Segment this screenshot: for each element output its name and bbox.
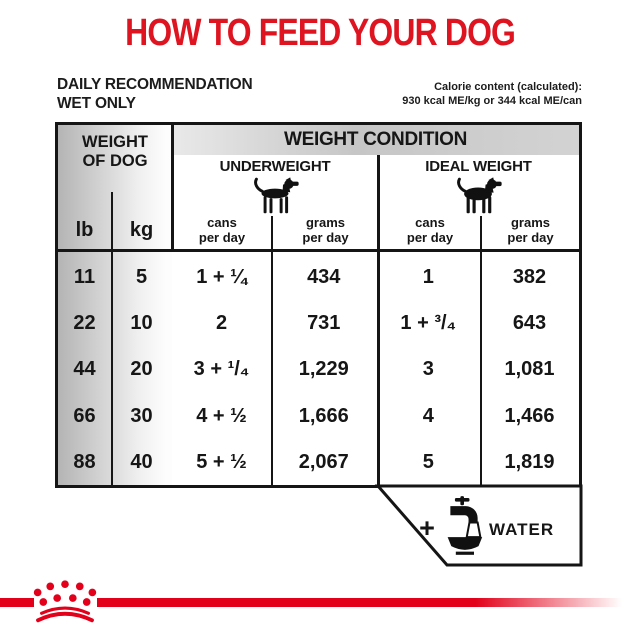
ideal-cans-header: cans per day [406,215,454,245]
faucet-water-icon [444,495,484,561]
crown-logo [32,580,98,624]
daily-recommendation-line1: DAILY RECOMMENDATION [57,76,253,93]
ideal-grams-value: 643 [512,312,547,335]
kg-unit-header: kg [129,219,154,241]
lb-unit-header: lb [75,219,94,241]
ideal-dog-icon [452,177,504,215]
ideal-grams-value: 1,081 [504,358,555,381]
plus-sign: + [419,513,435,543]
underweight-cans-value: 1 + ¼ [196,266,247,288]
kg-value: 30 [130,404,153,427]
ideal-cans-value: 1 + ³/₄ [400,312,457,335]
ideal-cans-value: 5 [422,450,434,473]
ideal-grams-value: 1,819 [504,450,555,473]
calorie-note-line2: 930 kcal ME/kg or 344 kcal ME/can [402,95,582,107]
calorie-content-note [300,80,582,108]
lb-value: 88 [73,450,96,473]
underweight-cans-header: cans per day [198,215,246,245]
kg-value: 5 [135,266,148,288]
kg-value: 10 [130,312,153,335]
water-label: WATER [489,520,555,539]
lb-value: 22 [73,312,96,335]
header-left-divider [171,125,174,252]
underweight-grams-value: 731 [307,312,341,335]
lb-value: 11 [73,266,96,288]
daily-recommendation-line2: WET ONLY [57,94,136,112]
ideal-cans-value: 4 [422,404,434,427]
lb-value: 66 [73,404,96,427]
underweight-cans-value: 2 [215,312,228,335]
ideal-grams-header: grams per day [507,215,554,245]
ideal-cans-value: 3 [422,358,434,381]
underweight-grams-value: 2,067 [298,450,349,473]
brand-stripe-left [0,598,34,607]
underweight-grams-value: 1,666 [298,404,349,427]
underweight-grams-value: 1,229 [298,358,349,381]
underweight-section-label: UNDERWEIGHT [219,158,331,175]
weight-of-dog-header: WEIGHT OF DOG [82,133,148,170]
table-row [58,254,579,300]
ideal-weight-section-label: IDEAL WEIGHT [425,158,532,175]
lb-value: 44 [73,358,96,381]
kg-value: 40 [130,450,153,473]
header-bottom-rule [58,249,579,252]
page-title: HOW TO FEED YOUR DOG [125,12,515,54]
kg-value: 20 [130,358,153,381]
table-row [58,300,579,346]
table-row [58,346,579,392]
calorie-note-line1: Calorie content (calculated): [434,81,582,93]
table-row [58,439,579,485]
underweight-grams-value: 434 [307,266,341,288]
ideal-grams-value: 1,466 [504,404,555,427]
brand-stripe-right [97,598,622,607]
underweight-cans-value: 4 + ½ [196,404,247,427]
underweight-grams-header: grams per day [302,215,349,245]
table-row [58,393,579,439]
underweight-dog-icon [249,177,301,215]
weight-condition-header: WEIGHT CONDITION [172,125,579,155]
underweight-cans-value: 5 + ½ [196,450,247,473]
underweight-cans-value: 3 + ¹/₄ [193,358,250,381]
daily-recommendation-label [57,76,253,113]
ideal-cans-value: 1 [422,266,434,288]
ideal-grams-value: 382 [512,266,547,288]
